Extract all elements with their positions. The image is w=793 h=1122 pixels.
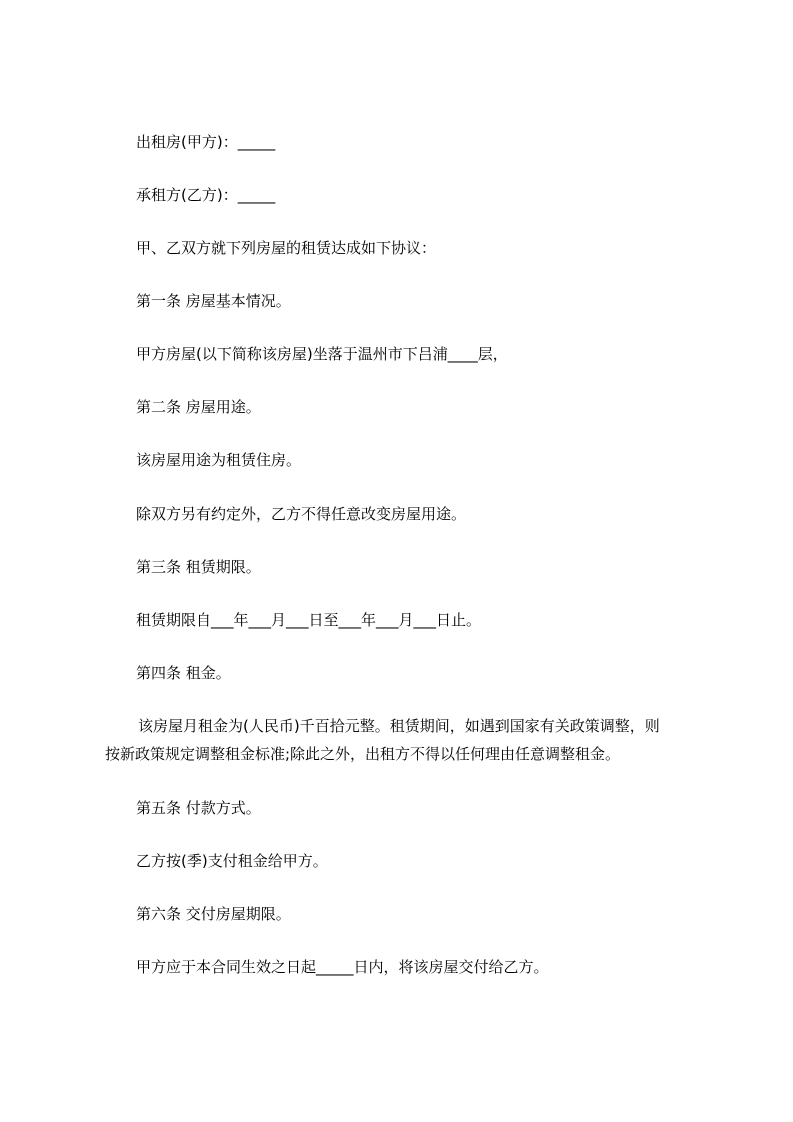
article-3-title: 第三条 租赁期限。 [136, 558, 261, 576]
lessee-line: 承租方(乙方)：_____ [136, 186, 276, 204]
lessor-line: 出租房(甲方)：_____ [136, 133, 276, 151]
article-4-title: 第四条 租金。 [136, 664, 231, 682]
article-2-title: 第二条 房屋用途。 [136, 398, 261, 416]
article-6-title: 第六条 交付房屋期限。 [136, 905, 291, 923]
article-2-text-2: 除双方另有约定外，乙方不得任意改变房屋用途。 [136, 505, 467, 523]
intro-line: 甲、乙双方就下列房屋的租赁达成如下协议： [136, 239, 437, 257]
article-5-text: 乙方按(季)支付租金给甲方。 [136, 852, 328, 870]
article-5-title: 第五条 付款方式。 [136, 799, 261, 817]
article-2-text-1: 该房屋用途为租赁住房。 [136, 451, 302, 469]
article-1-title: 第一条 房屋基本情况。 [136, 292, 291, 310]
article-4-line-1: 该房屋月租金为(人民币)千百拾元整。租赁期间，如遇到国家有关政策调整，则 [138, 717, 660, 735]
article-3-text: 租赁期限自___年___月___日至___年___月___日止。 [136, 611, 482, 629]
article-6-text: 甲方应于本合同生效之日起_____日内，将该房屋交付给乙方。 [136, 958, 549, 976]
article-1-text: 甲方房屋(以下简称该房屋)坐落于温州市下吕浦____层， [136, 345, 508, 363]
article-4-line-2: 按新政策规定调整租金标准;除此之外，出租方不得以任何理由任意调整租金。 [105, 745, 621, 763]
